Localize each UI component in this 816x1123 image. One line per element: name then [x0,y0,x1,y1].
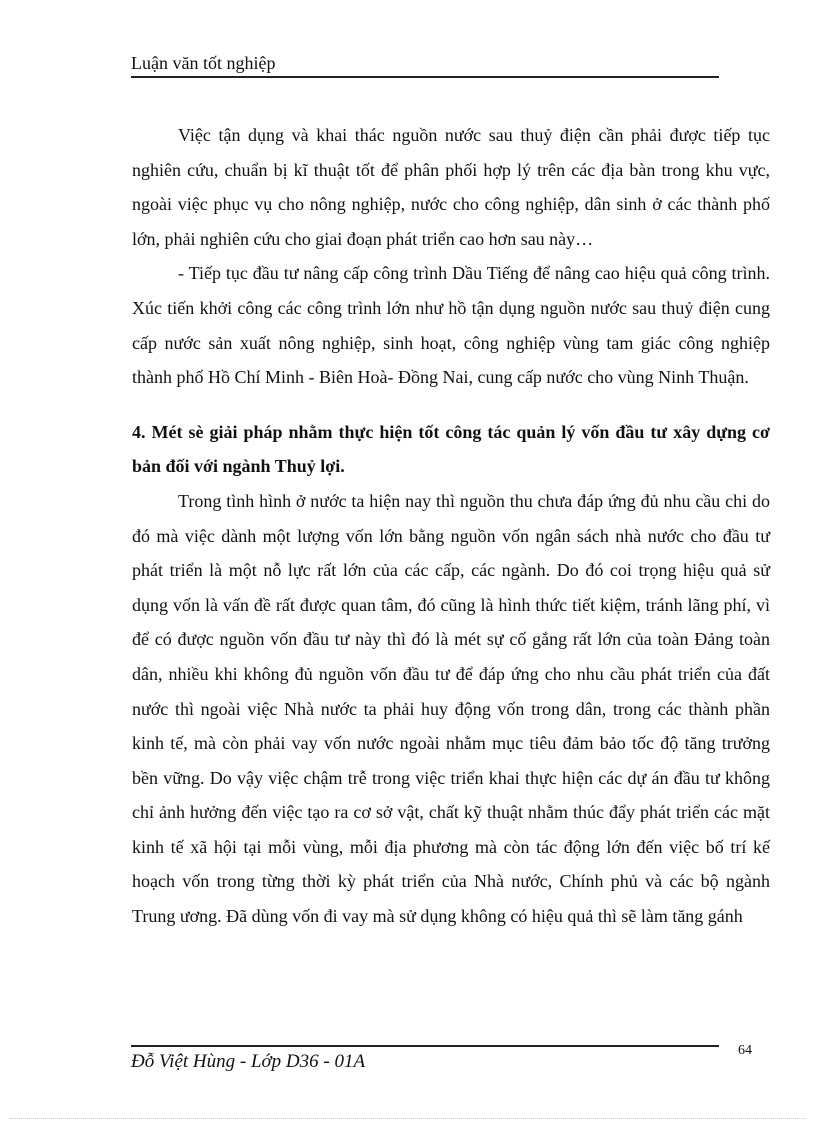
section-heading: 4. Mét sè giải pháp nhằm thực hiện tốt công tác quản lý vốn đầu tư xây dựng cơ bản đối với ngành Thuỷ lợi. [132,421,770,477]
header-divider [131,76,719,78]
page-number: 64 [738,1043,752,1058]
footer-divider [131,1045,719,1047]
paragraph-1: Việc tận dụng và khai thác nguồn nước sau thuỷ điện cần phải được tiếp tục nghiên cứu, chuẩn bị kĩ thuật tốt để phân phối hợp lý trên các địa bàn trong khu vực, ngoài việc phục vụ cho nông nghiệp, nước cho công nghiệp, dân sinh ở các thành phố lớn, phải nghiên cứu cho giai đoạn phát triển cao hơn sau này… [132,125,770,249]
running-header: Luận văn tốt nghiệp [131,53,276,73]
page-edge-dots [10,1118,806,1119]
footer-author: Đỗ Việt Hùng - Lớp D36 - 01A [131,1051,366,1072]
paragraph-2: - Tiếp tục đầu tư nâng cấp công trình Dầu Tiếng để nâng cao hiệu quả công trình. Xúc tiến khởi công các công trình lớn như hồ tận dụng nguồn nước sau thuỷ điện cung cấp nước sản xuất nông nghiệp, sinh hoạt, công nghiệp vùng tam giác công nghiệp thành phố Hồ Chí Minh - Biên Hoà- Đồng Nai, cung cấp nước cho vùng Ninh Thuận. [132,263,770,388]
paragraph-3: Trong tình hình ở nước ta hiện nay thì nguồn thu chưa đáp ứng đủ nhu cầu chi do đó mà việc dành một lượng vốn lớn bằng nguồn vốn ngân sách nhà nước cho đầu tư phát triển là một nỗ lực rất lớn của các cấp, các ngành. Do đó coi trọng hiệu quả sử dụng vốn là vấn đề rất được quan tâm, đó cũng là hình thức tiết kiệm, tránh lãng phí, vì để có được nguồn vốn đầu tư này thì đó là mét sự cố gắng rất lớn của toàn Đảng toàn dân, nhiều khi không đủ nguồn vốn đầu tư để đáp ứng cho nhu cầu phát triển của đất nước thì ngoài việc Nhà nước ta phải huy động vốn trong dân, trong các thành phần kinh tế, mà còn phải vay vốn nước ngoài nhằm mục tiêu đảm bảo tốc độ tăng trưởng bền vững. Do vậy việc chậm trễ trong việc triển khai thực hiện các dự án đầu tư không chỉ ảnh hưởng đến việc tạo ra cơ sở vật, chất kỹ thuật nhằm thúc đẩy phát triển các mặt kinh tế xã hội tại mỗi vùng, mỗi địa phương mà còn tác động lớn đến việc bố trí kế hoạch vốn trong từng thời kỳ phát triển của Nhà nước, Chính phủ và các bộ ngành Trung ương. Đã dùng vốn đi vay mà sử dụng không có hiệu quả thì sẽ làm tăng gánh [132,490,770,927]
page-body [132,118,770,934]
